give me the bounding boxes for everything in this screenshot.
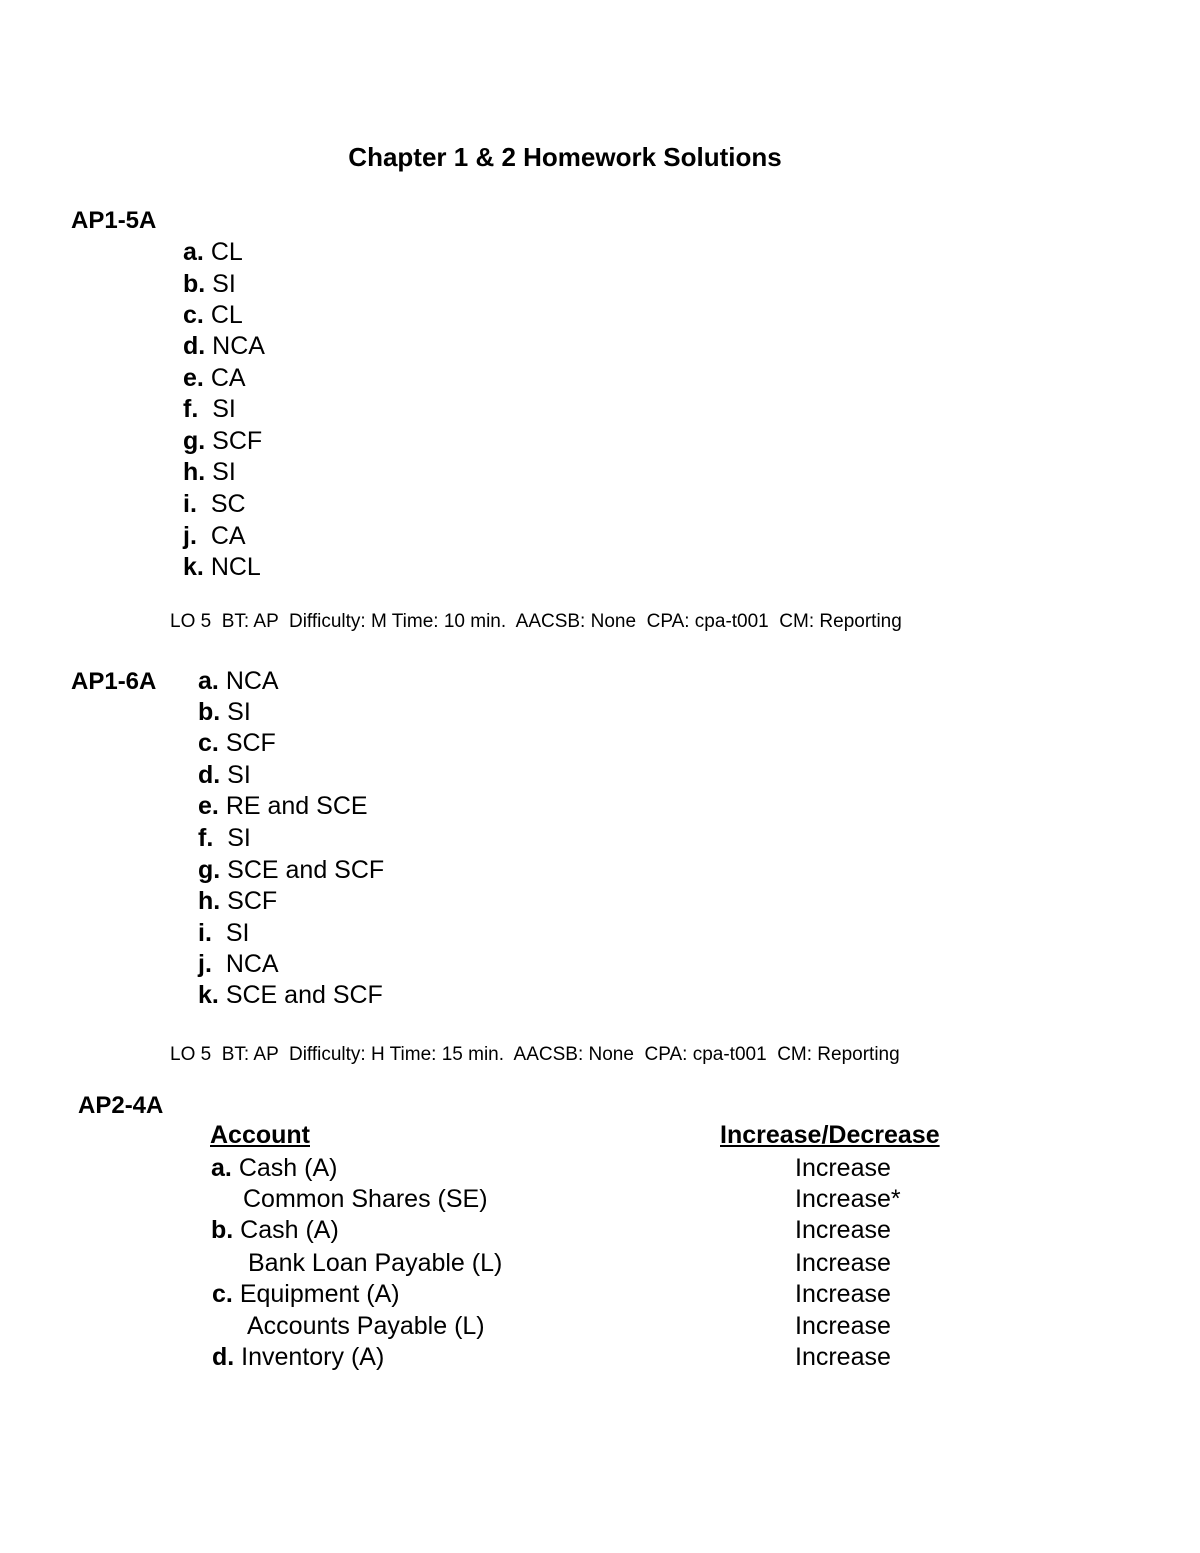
change-value: Increase xyxy=(795,1343,891,1371)
item-answer: SCE and SCF xyxy=(225,981,383,1009)
item-answer: SI xyxy=(225,919,250,947)
item-label: b. xyxy=(183,270,206,298)
account-name: Inventory (A) xyxy=(241,1343,385,1371)
item-label: e. xyxy=(198,792,219,820)
answer-item xyxy=(183,269,236,300)
answer-item xyxy=(198,949,279,980)
answer-item xyxy=(198,760,251,791)
item-answer: SI xyxy=(212,270,236,298)
item-label: c. xyxy=(198,729,219,757)
item-answer: SCF xyxy=(227,887,278,915)
change-value: Increase xyxy=(795,1249,891,1277)
item-label: h. xyxy=(198,887,221,915)
account-name: Cash (A) xyxy=(238,1154,338,1182)
item-answer: NCL xyxy=(210,553,261,581)
change-value: Increase* xyxy=(795,1185,901,1213)
item-label: g. xyxy=(183,427,206,455)
answer-item xyxy=(198,697,251,728)
answer-item xyxy=(183,300,243,331)
item-label: c. xyxy=(183,301,204,329)
table-row xyxy=(211,1153,337,1184)
item-label: d. xyxy=(198,761,221,789)
column-header-increase-decrease: Increase/Decrease xyxy=(720,1121,940,1149)
answer-item xyxy=(183,426,262,457)
item-answer: SI xyxy=(212,395,236,423)
answer-item xyxy=(198,791,368,822)
item-label: j. xyxy=(198,950,212,978)
page-title: Chapter 1 & 2 Homework Solutions xyxy=(348,142,782,172)
change-value: Increase xyxy=(795,1154,891,1182)
answer-item xyxy=(198,980,383,1011)
column-header-account: Account xyxy=(210,1121,310,1149)
answer-item xyxy=(183,552,261,583)
item-answer: CL xyxy=(210,301,243,329)
answer-item xyxy=(198,823,251,854)
row-label: a. xyxy=(211,1154,232,1182)
item-label: f. xyxy=(183,395,199,423)
account-name: Equipment (A) xyxy=(239,1280,400,1308)
answer-item xyxy=(183,489,246,520)
section-heading-ap2-4a: AP2-4A xyxy=(78,1092,164,1119)
item-answer: SI xyxy=(227,824,251,852)
metadata-line-ap1-5a: LO 5 BT: AP Difficulty: M Time: 10 min. AACSB: None CPA: cpa-t001 CM: Reporting xyxy=(170,611,902,632)
account-name: Bank Loan Payable (L) xyxy=(248,1249,503,1277)
answer-item xyxy=(183,363,246,394)
item-answer: NCA xyxy=(212,332,265,360)
item-answer: SCE and SCF xyxy=(227,856,385,884)
item-label: g. xyxy=(198,856,221,884)
row-label: b. xyxy=(211,1216,234,1244)
item-label: k. xyxy=(183,553,204,581)
account-name: Common Shares (SE) xyxy=(243,1185,488,1213)
answer-item xyxy=(198,886,277,917)
item-answer: RE and SCE xyxy=(225,792,368,820)
item-label: i. xyxy=(183,490,197,518)
item-answer: NCA xyxy=(225,667,279,695)
item-label: i. xyxy=(198,919,212,947)
answer-item xyxy=(198,728,276,759)
item-label: d. xyxy=(183,332,206,360)
item-label: b. xyxy=(198,698,221,726)
answer-item xyxy=(198,666,279,697)
item-answer: SI xyxy=(212,458,236,486)
answer-item xyxy=(183,331,265,362)
account-name: Accounts Payable (L) xyxy=(247,1312,485,1340)
table-row xyxy=(212,1342,384,1373)
row-label: d. xyxy=(212,1343,235,1371)
item-label: h. xyxy=(183,458,206,486)
item-label: j. xyxy=(183,522,197,550)
item-answer: SCF xyxy=(212,427,263,455)
table-row xyxy=(212,1279,400,1310)
change-value: Increase xyxy=(795,1216,891,1244)
item-label: e. xyxy=(183,364,204,392)
item-answer: NCA xyxy=(225,950,279,978)
item-answer: SI xyxy=(227,761,251,789)
answer-item xyxy=(183,521,246,552)
metadata-line-ap1-6a: LO 5 BT: AP Difficulty: H Time: 15 min. AACSB: None CPA: cpa-t001 CM: Reporting xyxy=(170,1044,900,1065)
item-answer: CA xyxy=(210,522,246,550)
account-name: Cash (A) xyxy=(240,1216,339,1244)
section-heading-ap1-6a: AP1-6A xyxy=(71,668,157,695)
item-answer: SC xyxy=(210,490,246,518)
item-label: k. xyxy=(198,981,219,1009)
answer-item xyxy=(183,237,243,268)
table-row xyxy=(211,1215,339,1246)
item-label: a. xyxy=(198,667,219,695)
change-value: Increase xyxy=(795,1280,891,1308)
item-answer: CA xyxy=(210,364,246,392)
answer-item xyxy=(198,855,384,886)
item-answer: SCF xyxy=(225,729,276,757)
item-answer: CL xyxy=(210,238,243,266)
item-label: f. xyxy=(198,824,214,852)
answer-item xyxy=(183,457,236,488)
item-answer: SI xyxy=(227,698,251,726)
answer-item xyxy=(198,918,249,949)
section-heading-ap1-5a: AP1-5A xyxy=(71,207,157,234)
item-label: a. xyxy=(183,238,204,266)
change-value: Increase xyxy=(795,1312,891,1340)
row-label: c. xyxy=(212,1280,233,1308)
answer-item xyxy=(183,394,236,425)
